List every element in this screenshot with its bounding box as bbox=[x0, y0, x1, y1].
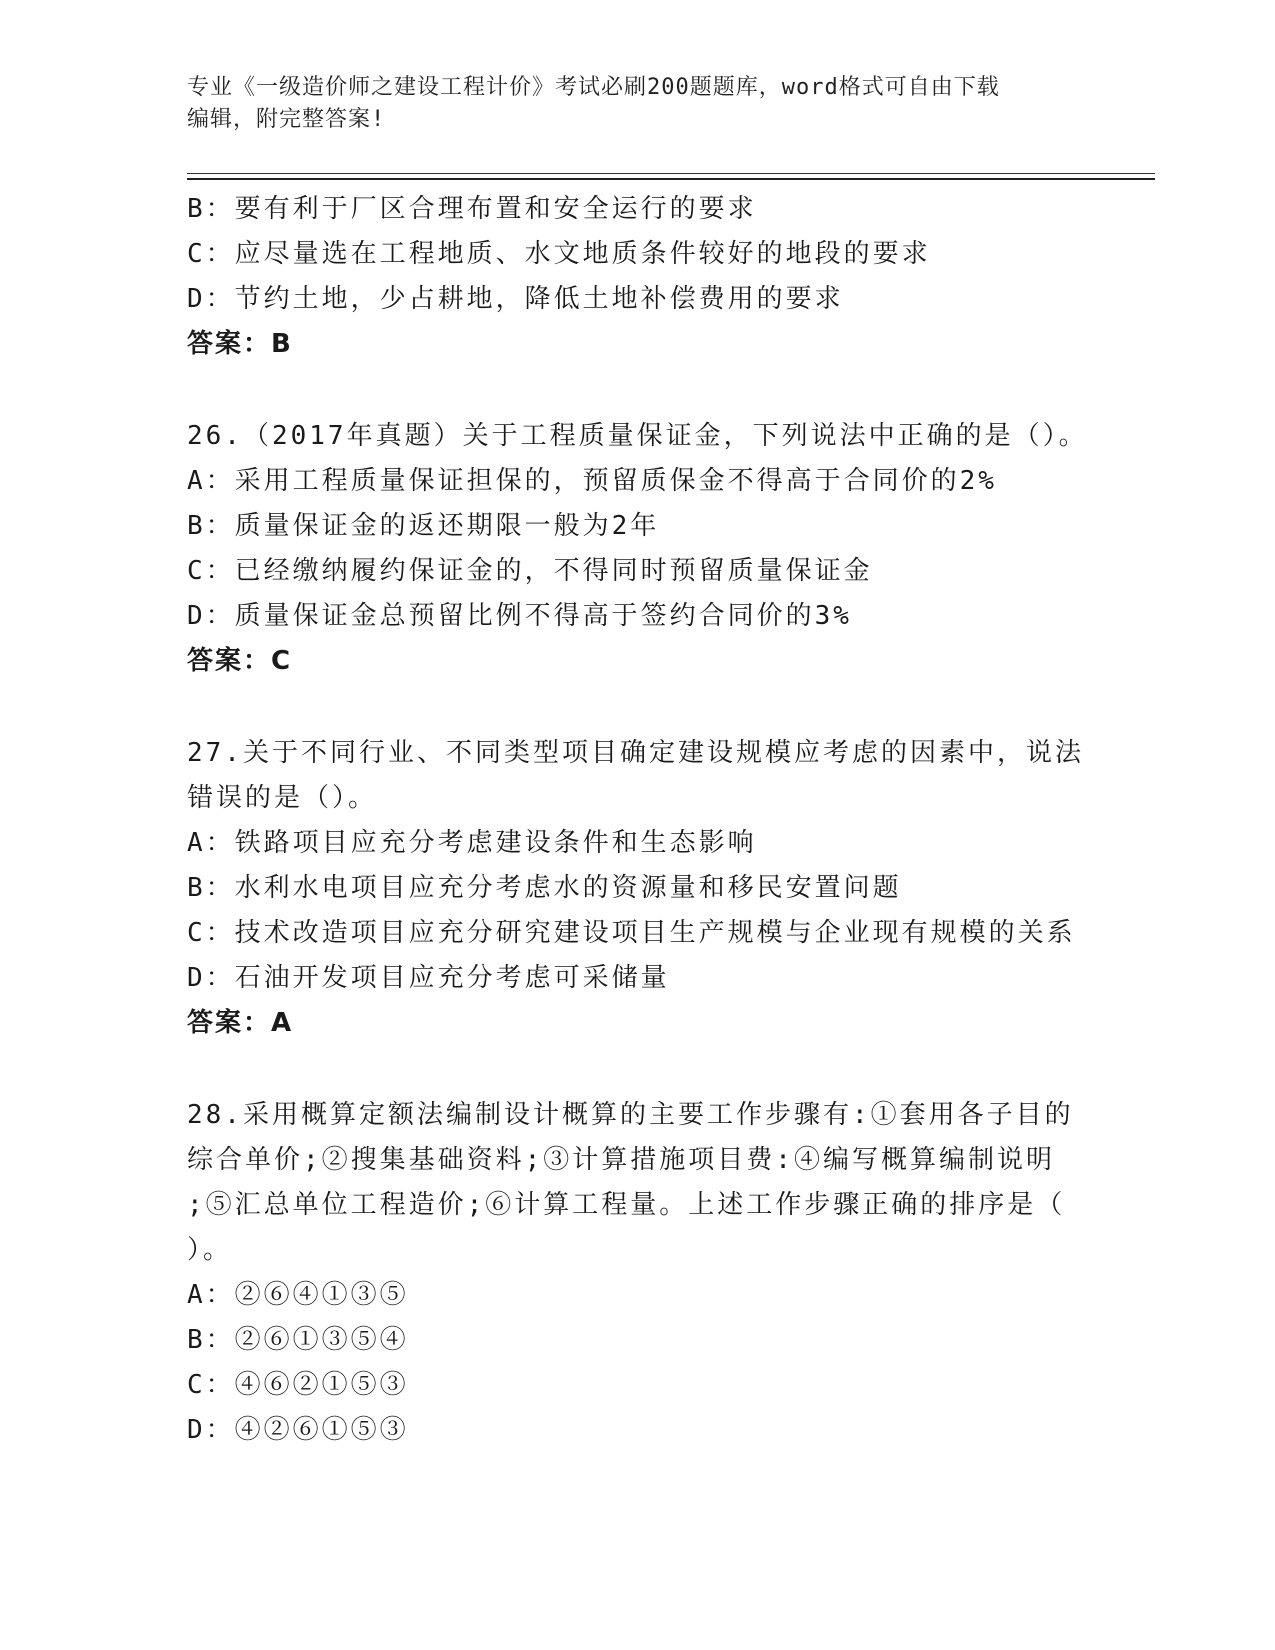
q25-option-d: D：节约土地，少占耕地，降低土地补偿费用的要求 bbox=[187, 284, 844, 314]
q27-option-c: C：技术改造项目应充分研究建设项目生产规模与企业现有规模的关系 bbox=[187, 918, 1076, 948]
spacer bbox=[187, 367, 1087, 414]
q27-stem-line-1: 27.关于不同行业、不同类型项目确定建设规模应考虑的因素中，说法 bbox=[187, 738, 1084, 768]
q27-stem-line-2: 错误的是（）。 bbox=[187, 783, 378, 813]
q28-option-b: B：②⑥①③⑤④ bbox=[187, 1325, 409, 1355]
question-25 bbox=[187, 187, 1087, 367]
question-list bbox=[187, 187, 1087, 1453]
q28-option-a: A：②⑥④①③⑤ bbox=[187, 1280, 409, 1310]
q25-option-b: B：要有利于厂区合理布置和安全运行的要求 bbox=[187, 194, 757, 224]
q26-option-d: D：质量保证金总预留比例不得高于签约合同价的3% bbox=[187, 601, 852, 631]
question-27 bbox=[187, 731, 1087, 1046]
question-26 bbox=[187, 414, 1087, 684]
q27-option-a: A：铁路项目应充分考虑建设条件和生态影响 bbox=[187, 828, 757, 858]
q26-option-b: B：质量保证金的返还期限一般为2年 bbox=[187, 511, 660, 541]
header-line-2: 编辑，附完整答案! bbox=[187, 107, 386, 132]
question-28 bbox=[187, 1093, 1087, 1453]
header-line-1: 专业《一级造价师之建设工程计价》考试必刷200题题库，word格式可自由下载 bbox=[187, 75, 1000, 100]
q28-option-c: C：④⑥②①⑤③ bbox=[187, 1370, 409, 1400]
q26-option-c: C：已经缴纳履约保证金的，不得同时预留质量保证金 bbox=[187, 556, 873, 586]
q26-option-a: A：采用工程质量保证担保的，预留质保金不得高于合同价的2% bbox=[187, 466, 997, 496]
q27-option-b: B：水利水电项目应充分考虑水的资源量和移民安置问题 bbox=[187, 873, 902, 903]
q28-stem-line-3: ;⑤汇总单位工程造价;⑥计算工程量。上述工作步骤正确的排序是（ bbox=[187, 1190, 1066, 1220]
q28-stem-line-1: 28.采用概算定额法编制设计概算的主要工作步骤有:①套用各子目的 bbox=[187, 1100, 1074, 1130]
q28-stem-line-4: ）。 bbox=[187, 1235, 233, 1265]
q28-stem-line-2: 综合单价;②搜集基础资料;③计算措施项目费:④编写概算编制说明 bbox=[187, 1145, 1055, 1175]
spacer bbox=[187, 1046, 1087, 1093]
q26-answer: 答案：C bbox=[187, 646, 293, 676]
q27-answer: 答案：A bbox=[187, 1008, 294, 1038]
q26-stem: 26.（2017年真题）关于工程质量保证金，下列说法中正确的是（）。 bbox=[187, 421, 1088, 451]
q25-option-c: C：应尽量选在工程地质、水文地质条件较好的地段的要求 bbox=[187, 239, 931, 269]
document-header bbox=[187, 72, 1087, 136]
q25-answer: 答案：B bbox=[187, 329, 293, 359]
header-divider-thin bbox=[187, 173, 1155, 174]
header-divider-thick bbox=[187, 178, 1155, 180]
q28-option-d: D：④②⑥①⑤③ bbox=[187, 1415, 409, 1445]
q27-option-d: D：石油开发项目应充分考虑可采储量 bbox=[187, 963, 670, 993]
spacer bbox=[187, 684, 1087, 731]
